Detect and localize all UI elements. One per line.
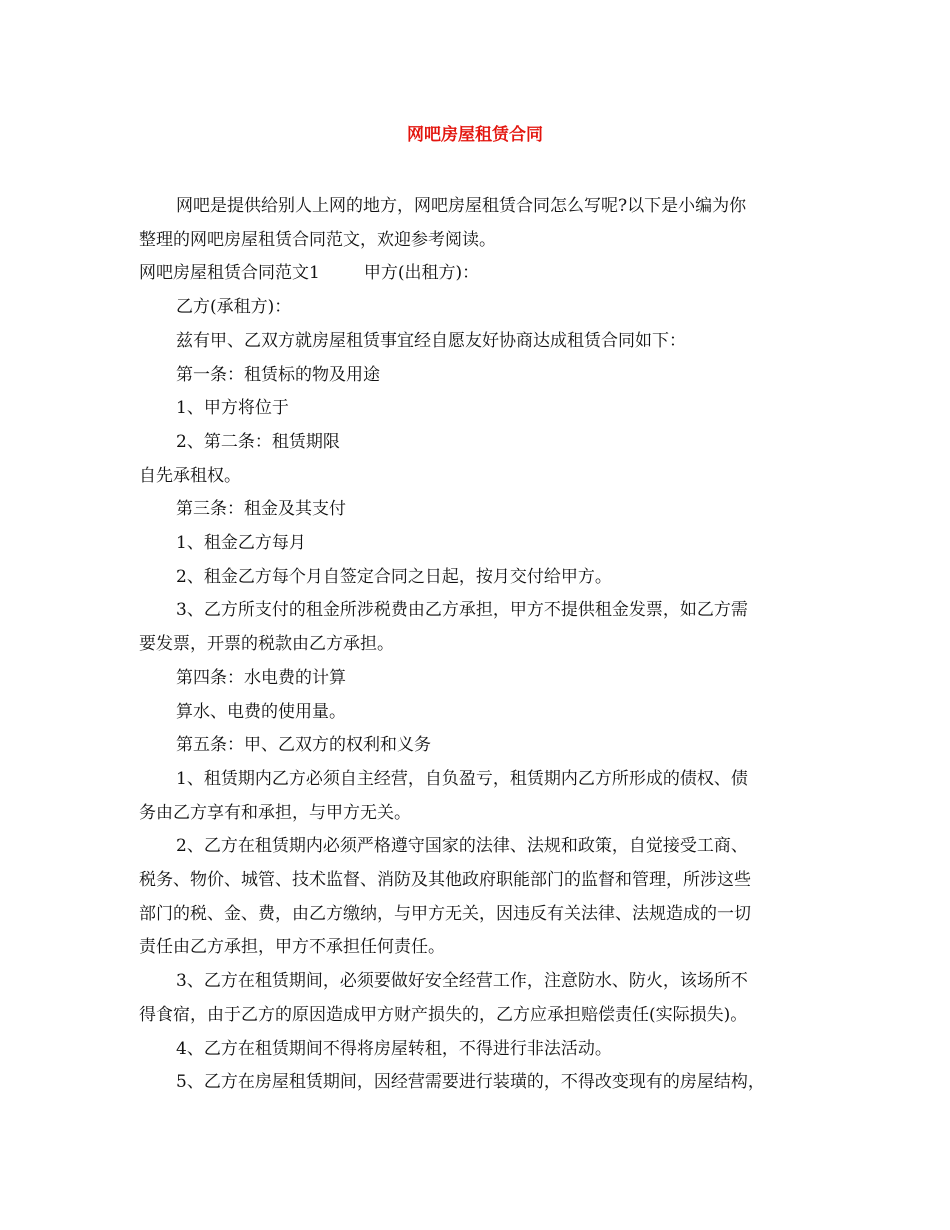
article-heading: 第五条：甲、乙双方的权利和义务 <box>176 735 431 756</box>
clause-line: 2、第二条：租赁期限 <box>176 431 340 452</box>
paragraph-line: 算水、电费的使用量。 <box>176 701 346 722</box>
paragraph-line: 务由乙方享有和承担，与甲方无关。 <box>139 802 411 823</box>
clause-line: 3、乙方在租赁期间，必须要做好安全经营工作，注意防水、防火，该场所不 <box>176 971 748 992</box>
paragraph-line: 自先承租权。 <box>139 465 241 486</box>
clause-line: 1、租金乙方每月 <box>176 533 306 554</box>
party-b-label: 乙方(承租方)： <box>176 297 292 318</box>
paragraph-line: 要发票，开票的税款由乙方承担。 <box>139 634 394 655</box>
document-title: 网吧房屋租赁合同 <box>407 125 543 145</box>
paragraph-line: 部门的税、金、费，由乙方缴纳，与甲方无关，因违反有关法律、法规造成的一切 <box>139 903 751 924</box>
paragraph-line <box>139 257 815 291</box>
clause-line: 5、乙方在房屋租赁期间，因经营需要进行装璜的，不得改变现有的房屋结构， <box>176 1072 765 1093</box>
article-heading: 第一条：租赁标的物及用途 <box>176 364 380 385</box>
clause-line: 4、乙方在租赁期间不得将房屋转租，不得进行非法活动。 <box>176 1038 612 1059</box>
clause-line: 1、甲方将位于 <box>176 398 289 419</box>
paragraph-line: 得食宿，由于乙方的原因造成甲方财产损失的，乙方应承担赔偿责任(实际损失)。 <box>139 1004 748 1025</box>
document-body <box>139 190 815 1100</box>
clause-line: 3、乙方所支付的租金所涉税费由乙方承担，甲方不提供租金发票，如乙方需 <box>176 600 748 621</box>
party-a-label: 甲方(出租方)： <box>363 263 480 284</box>
clause-line: 1、租赁期内乙方必须自主经营，自负盈亏，租赁期内乙方所形成的债权、债 <box>176 768 748 789</box>
paragraph-line: 整理的网吧房屋租赁合同范文，欢迎参考阅读。 <box>139 229 496 250</box>
paragraph-line: 网吧是提供给别人上网的地方，网吧房屋租赁合同怎么写呢?以下是小编为你 <box>176 196 747 216</box>
clause-line: 2、乙方在租赁期内必须严格遵守国家的法律、法规和政策，自觉接受工商、 <box>176 836 748 857</box>
article-heading: 第四条：水电费的计算 <box>176 667 346 688</box>
paragraph-line: 兹有甲、乙双方就房屋租赁事宜经自愿友好协商达成租赁合同如下： <box>176 330 686 351</box>
clause-line: 2、租金乙方每个月自签定合同之日起，按月交付给甲方。 <box>176 566 612 587</box>
section-heading: 网吧房屋租赁合同范文1 <box>139 263 320 284</box>
paragraph-line: 责任由乙方承担，甲方不承担任何责任。 <box>139 937 445 958</box>
paragraph-line: 税务、物价、城管、技术监督、消防及其他政府职能部门的监督和管理，所涉这些 <box>139 870 751 891</box>
article-heading: 第三条：租金及其支付 <box>176 499 346 520</box>
